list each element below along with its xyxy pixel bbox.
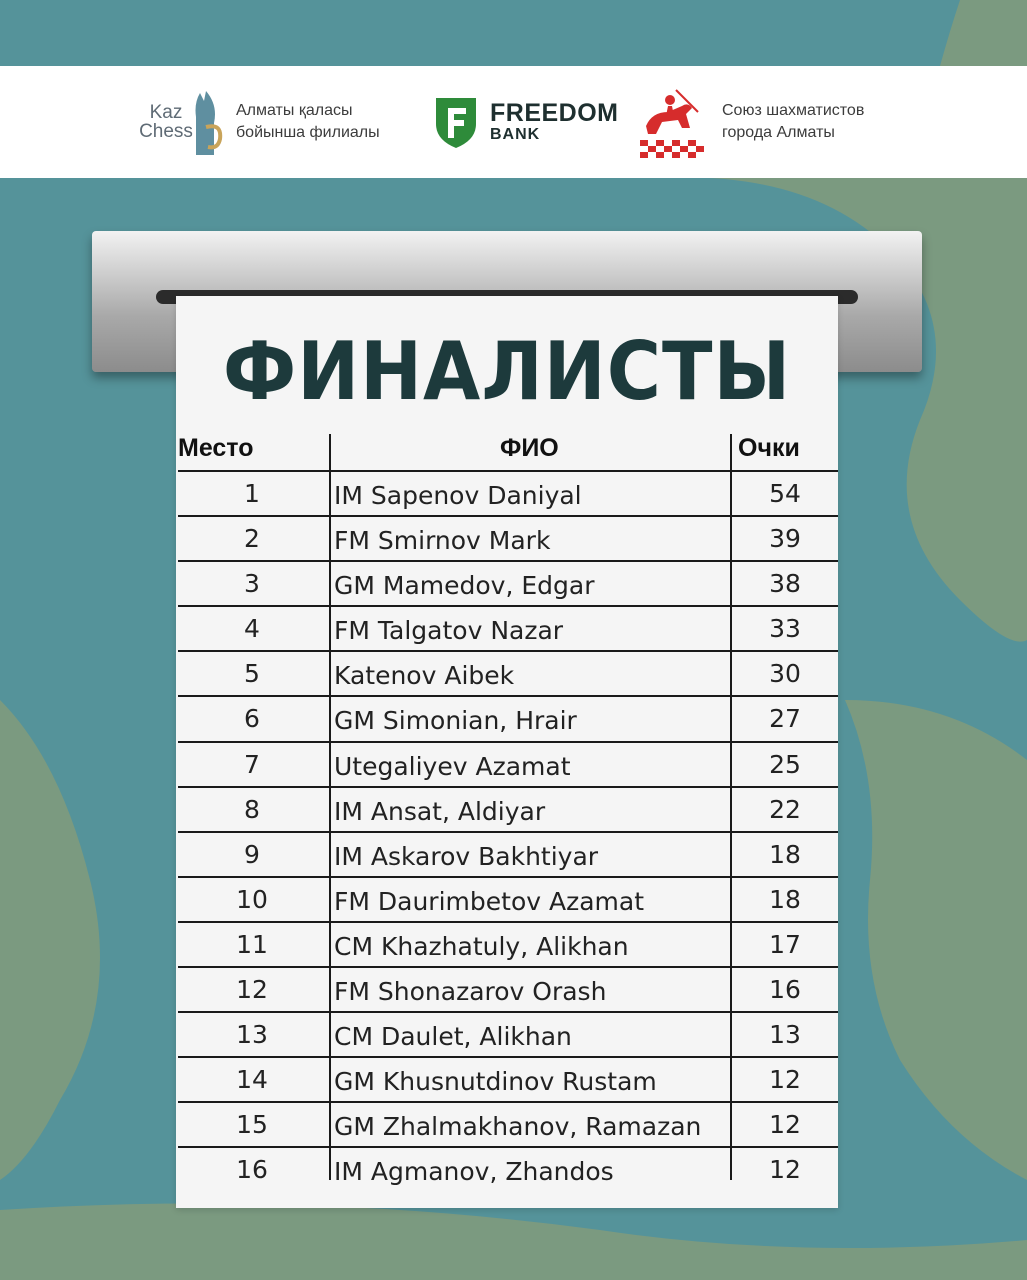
column-header-place: Место: [178, 434, 254, 462]
points-cell: 30: [769, 659, 801, 689]
horseman-icon: [632, 82, 710, 162]
name-cell: CM Daulet, Alikhan: [334, 1022, 572, 1052]
chess-union-sponsor: [632, 66, 864, 178]
name-cell: FM Shonazarov Orash: [334, 977, 607, 1007]
table-row: [178, 1101, 838, 1146]
place-cell: 12: [236, 975, 268, 1005]
name-cell: GM Khusnutdinov Rustam: [334, 1067, 657, 1097]
finalists-table: [178, 434, 838, 1187]
name-cell: IM Askarov Bakhtiyar: [334, 841, 599, 871]
table-row: [178, 1146, 838, 1187]
place-cell: 4: [244, 614, 260, 644]
points-cell: 22: [769, 794, 801, 824]
points-cell: 17: [769, 929, 801, 959]
freedom-bank-sponsor: [432, 66, 619, 178]
name-cell: IM Agmanov, Zhandos: [334, 1157, 614, 1187]
points-cell: 12: [769, 1155, 801, 1185]
table-row: [178, 786, 838, 831]
table-row: [178, 470, 838, 515]
place-cell: 14: [236, 1065, 268, 1095]
table-row: [178, 1011, 838, 1056]
sponsor-header: [0, 66, 1027, 178]
kazchess-line-2: бойынша филиалы: [236, 124, 380, 141]
kazchess-logo-word-2: Chess: [139, 121, 193, 142]
freedom-bank-sub: BANK: [490, 126, 541, 143]
name-cell: GM Simonian, Hrair: [334, 706, 577, 736]
points-cell: 18: [769, 839, 801, 869]
name-cell: Utegaliyev Azamat: [334, 751, 571, 781]
place-cell: 16: [236, 1155, 268, 1185]
name-cell: GM Zhalmakhanov, Ramazan: [334, 1112, 702, 1142]
table-row: [178, 966, 838, 1011]
name-cell: FM Daurimbetov Azamat: [334, 886, 644, 916]
column-header-name: ФИО: [500, 434, 559, 462]
name-cell: IM Sapenov Daniyal: [334, 481, 582, 510]
column-header-points: Очки: [738, 434, 800, 462]
place-cell: 13: [236, 1020, 268, 1050]
points-cell: 27: [769, 704, 801, 734]
place-cell: 1: [244, 479, 260, 508]
knight-icon: [188, 87, 224, 157]
place-cell: 2: [244, 524, 260, 554]
place-cell: 9: [244, 839, 260, 869]
kazchess-line-1: Алматы қаласы: [236, 102, 353, 119]
name-cell: CM Khazhatuly, Alikhan: [334, 931, 629, 961]
kazchess-logo-word-1: Kaz: [149, 102, 183, 123]
table-header: [178, 434, 838, 470]
place-cell: 8: [244, 794, 260, 824]
table-row: [178, 605, 838, 650]
table-row: [178, 741, 838, 786]
table-row: [178, 831, 838, 876]
place-cell: 3: [244, 569, 260, 599]
points-cell: 18: [769, 884, 801, 914]
table-body: [178, 470, 838, 1187]
table-row: [178, 560, 838, 605]
place-cell: 11: [236, 929, 268, 959]
place-cell: 6: [244, 704, 260, 734]
points-cell: 54: [769, 479, 801, 508]
place-cell: 5: [244, 659, 260, 689]
kazchess-sponsor: [130, 66, 380, 178]
freedom-bank-name: FREEDOM: [490, 99, 619, 127]
points-cell: 16: [769, 975, 801, 1005]
table-row: [178, 650, 838, 695]
table-row: [178, 695, 838, 740]
page-title: ФИНАЛИСТЫ: [222, 325, 792, 419]
name-cell: FM Smirnov Mark: [334, 526, 551, 556]
points-cell: 13: [769, 1020, 801, 1050]
finalists-receipt: [176, 296, 838, 1208]
name-cell: Katenov Aibek: [334, 661, 515, 691]
points-cell: 12: [769, 1110, 801, 1140]
chess-union-line-2: города Алматы: [722, 124, 835, 141]
chess-union-line-1: Союз шахматистов: [722, 102, 865, 119]
points-cell: 38: [769, 569, 801, 599]
place-cell: 7: [244, 749, 260, 779]
points-cell: 33: [769, 614, 801, 644]
table-row: [178, 1056, 838, 1101]
name-cell: FM Talgatov Nazar: [334, 616, 564, 646]
table-row: [178, 921, 838, 966]
place-cell: 15: [236, 1110, 268, 1140]
points-cell: 12: [769, 1065, 801, 1095]
points-cell: 25: [769, 749, 801, 779]
table-row: [178, 876, 838, 921]
place-cell: 10: [236, 884, 268, 914]
freedom-shield-icon: [432, 94, 480, 150]
table-row: [178, 515, 838, 560]
name-cell: IM Ansat, Aldiyar: [334, 796, 546, 826]
name-cell: GM Mamedov, Edgar: [334, 571, 595, 601]
points-cell: 39: [769, 524, 801, 554]
